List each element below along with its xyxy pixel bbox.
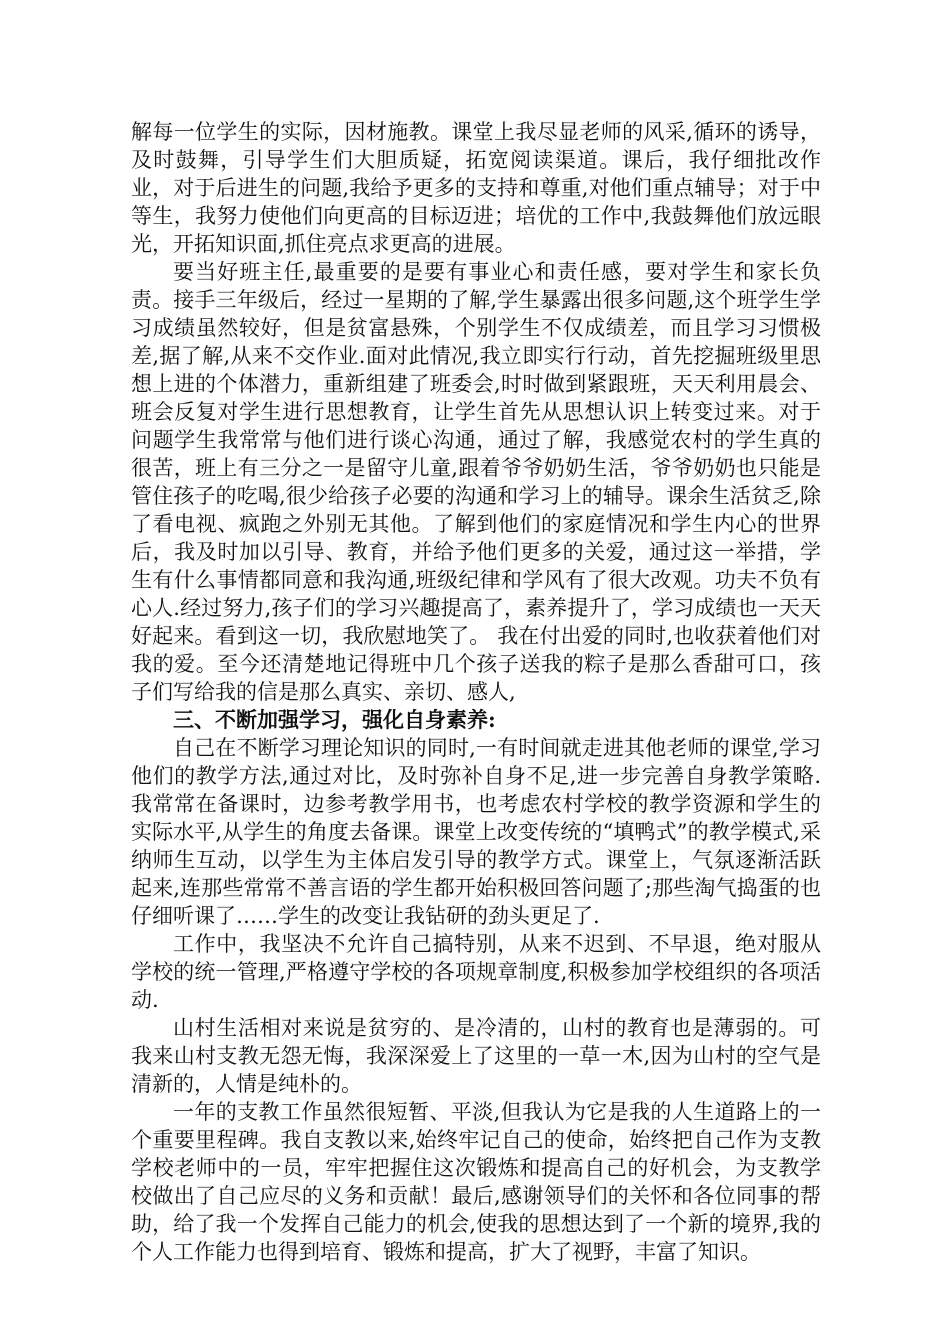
- paragraph-mountain-village: 山村生活相对来说是贫穷的、是冷清的，山村的教育也是薄弱的。可我来山村支教无怨无悔，我深深爱上了这里的一草一木,因为山村的空气是清新的，人情是纯朴的。: [131, 1016, 821, 1096]
- paragraph-discipline: 工作中，我坚决不允许自己搞特别，从来不迟到、不早退，绝对服从学校的统一管理,严格遵守学校的各项规章制度,积极参加学校组织的各项活动.: [131, 932, 821, 1012]
- paragraph-conclusion: 一年的支教工作虽然很短暂、平淡,但我认为它是我的人生道路上的一个重要里程碑。我自支教以来,始终牢记自己的使命，始终把自己作为支教学校老师中的一员，牢牢把握住这次锻炼和提高自己的好机会，为支教学校做出了自己应尽的义务和贡献！最后,感谢领导们的关怀和各位同事的帮助，给了我一个发挥自己能力的机会,使我的思想达到了一个新的境界,我的个人工作能力也得到培育、锻炼和提高，扩大了视野，丰富了知识。: [131, 1100, 821, 1264]
- paragraph-continuation: 解每一位学生的实际，因材施教。课堂上我尽显老师的风采,循环的诱导，及时鼓舞，引导学生们大胆质疑，拓宽阅读渠道。课后，我仔细批改作业，对于后进生的问题,我给予更多的支持和尊重,对他们重点辅导；对于中等生，我努力使他们向更高的目标迈进；培优的工作中,我鼓舞他们放远眼光，开拓知识面,抓住亮点求更高的进展。: [131, 120, 821, 256]
- paragraph-class-teacher: 要当好班主任,最重要的是要有事业心和责任感，要对学生和家长负责。接手三年级后，经过一星期的了解,学生暴露出很多问题,这个班学生学习成绩虽然较好，但是贫富悬殊，个别学生不仅成绩差，而且学习习惯极差,据了解,从来不交作业.面对此情况,我立即实行行动，首先挖掘班级里思想上进的个体潜力，重新组建了班委会,时时做到紧跟班，天天利用晨会、班会反复对学生进行思想教育，让学生首先从思想认识上转变过来。对于问题学生我常常与他们进行谈心沟通，通过了解，我感觉农村的学生真的很苦，班上有三分之一是留守儿童,跟着爷爷奶奶生活，爷爷奶奶也只能是管住孩子的吃喝,很少给孩子必要的沟通和学习上的辅导。课余生活贫乏,除了看电视、疯跑之外别无其他。了解到他们的家庭情况和学生内心的世界后，我及时加以引导、教育，并给予他们更多的关爱，通过这一举措，学生有什么事情都同意和我沟通,班级纪律和学风有了很大改观。功夫不负有心人.经过努力,孩子们的学习兴趣提高了，素养提升了，学习成绩也一天天好起来。看到这一切，我欣慰地笑了。 我在付出爱的同时,也收获着他们对我的爱。至今还清楚地记得班中几个孩子送我的粽子是那么香甜可口，孩子们写给我的信是那么真实、亲切、感人,: [131, 260, 821, 704]
- section-heading: 三、不断加强学习，强化自身素养:: [173, 707, 496, 732]
- paragraph-study: 自己在不断学习理论知识的同时,一有时间就走进其他老师的课堂,学习他们的教学方法,通过对比，及时弥补自身不足,进一步完善自身教学策略.我常常在备课时，边参考教学用书，也考虑农村学校的教学资源和学生的实际水平,从学生的角度去备课。课堂上改变传统的“填鸭式”的教学模式,采纳师生互动，以学生为主体启发引导的教学方式。课堂上，气氛逐渐活跃起来,连那些常常不善言语的学生都开始积极回答问题了;那些淘气捣蛋的也仔细听课了……学生的改变让我钻研的劲头更足了.: [131, 736, 821, 928]
- document-body: [131, 118, 821, 1266]
